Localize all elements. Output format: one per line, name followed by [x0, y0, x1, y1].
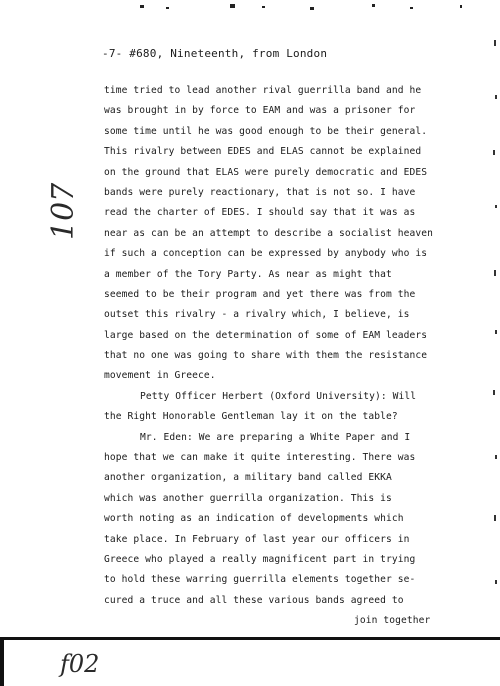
page-header: -7- #680, Nineteenth, from London: [102, 47, 328, 60]
text-line: another organization, a military band called EKKA: [104, 472, 392, 484]
text-line: movement in Greece.: [104, 370, 216, 382]
text-line: near as can be an attempt to describe a socialist heaven: [104, 227, 434, 239]
text-line: the Right Honorable Gentleman lay it on the table?: [104, 411, 398, 423]
page-edge-rule: [0, 637, 500, 640]
handwritten-footer-note: f02: [60, 650, 100, 678]
text-line: large based on the determination of some of EAM leaders: [104, 329, 428, 341]
page-edge-left: [0, 637, 4, 686]
text-line: Petty Officer Herbert (Oxford University): Will: [140, 390, 417, 402]
text-line: Greece who played a really magnificent part in trying: [104, 553, 416, 565]
text-line: which was another guerrilla organization. This is: [104, 492, 392, 504]
handwritten-margin-note: 107: [46, 182, 81, 240]
text-line: seemed to be their program and yet there was from the: [104, 288, 416, 300]
text-line: to hold these warring guerrilla elements together se-: [104, 574, 416, 586]
text-line: time tried to lead another rival guerrilla band and he: [104, 85, 422, 96]
text-line: hope that we can make it quite interesting. There was: [104, 452, 416, 464]
text-line: on the ground that ELAS were purely democratic and EDES: [104, 166, 428, 178]
body-text: [104, 81, 484, 632]
text-line: was brought in by force to EAM and was a prisoner for: [104, 105, 416, 117]
scan-noise-top: [0, 0, 500, 30]
text-line: read the charter of EDES. I should say that it was as: [104, 207, 416, 219]
text-line: bands were purely reactionary, that is not so. I have: [104, 186, 416, 198]
text-line: if such a conception can be expressed by anybody who is: [104, 248, 428, 260]
text-line: join together: [354, 615, 431, 627]
text-line: outset this rivalry - a rivalry which, I believe, is: [104, 309, 410, 321]
text-line: a member of the Tory Party. As near as might that: [104, 268, 392, 280]
text-line: Mr. Eden: We are preparing a White Paper and I: [140, 431, 411, 443]
text-line: some time until he was good enough to be their general.: [104, 125, 428, 137]
scan-noise-right: [486, 0, 500, 640]
text-line: that no one was going to share with them the resistance: [104, 350, 428, 362]
text-line: This rivalry between EDES and ELAS cannot be explained: [104, 146, 422, 158]
text-line: worth noting as an indication of developments which: [104, 513, 404, 525]
text-line: cured a truce and all these various bands agreed to: [104, 594, 404, 606]
text-line: take place. In February of last year our officers in: [104, 533, 410, 545]
